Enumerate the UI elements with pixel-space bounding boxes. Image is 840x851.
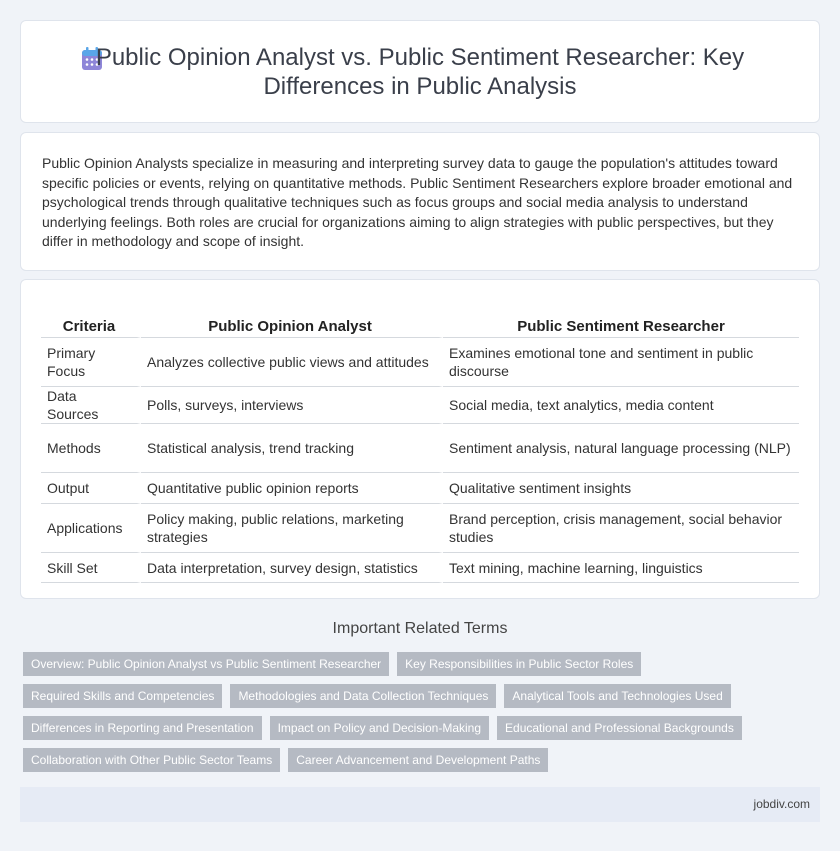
table-cell-analyst: Data interpretation, survey design, statistics — [141, 552, 443, 583]
column-header-criteria: Criteria — [41, 316, 141, 337]
related-term-tag[interactable]: Career Advancement and Development Paths — [288, 748, 548, 772]
table-row — [41, 423, 799, 472]
page-title: Public Opinion Analyst vs. Public Sentiment Researcher: Key Differences in Public Analysis — [95, 44, 745, 100]
intro-paragraph: Public Opinion Analysts specialize in measuring and interpreting survey data to gauge the population's attitudes toward specific policies or events, relying on quantitative methods. Public Sentiment Researchers explore broader emotional and psychological trends through qualitative techniques such as focus groups and social media analysis to understand underlying feelings. Both roles are crucial for organizations aiming to align strategies with public perspectives, but they differ in methodology and scope of insight. — [42, 155, 793, 249]
table-row — [41, 337, 799, 386]
intro-card — [20, 132, 820, 271]
related-term-tag[interactable]: Methodologies and Data Collection Techniques — [230, 684, 496, 708]
table-cell-analyst: Polls, surveys, interviews — [141, 386, 443, 423]
table-cell-analyst: Analyzes collective public views and attitudes — [141, 337, 443, 386]
table-cell-analyst: Policy making, public relations, marketing strategies — [141, 503, 443, 552]
related-term-tag[interactable]: Key Responsibilities in Public Sector Roles — [397, 652, 641, 676]
table-cell-researcher: Examines emotional tone and sentiment in public discourse — [443, 337, 799, 386]
table-cell-criteria: Methods — [41, 423, 141, 472]
table-cell-analyst: Statistical analysis, trend tracking — [141, 423, 443, 472]
table-cell-researcher: Social media, text analytics, media content — [443, 386, 799, 423]
related-term-tag[interactable]: Overview: Public Opinion Analyst vs Public Sentiment Researcher — [23, 652, 389, 676]
related-term-tag[interactable]: Analytical Tools and Technologies Used — [504, 684, 730, 708]
table-cell-researcher: Sentiment analysis, natural language processing (NLP) — [443, 423, 799, 472]
related-term-tag[interactable]: Educational and Professional Backgrounds — [497, 716, 742, 740]
footer-site-link[interactable]: jobdiv.com — [753, 797, 810, 811]
table-cell-criteria: Primary Focus — [41, 337, 141, 386]
table-header-row — [41, 316, 799, 337]
table-cell-criteria: Data Sources — [41, 386, 141, 423]
comparison-table — [41, 316, 799, 583]
related-term-tag[interactable]: Required Skills and Competencies — [23, 684, 222, 708]
table-cell-researcher: Qualitative sentiment insights — [443, 472, 799, 503]
table-cell-analyst: Quantitative public opinion reports — [141, 472, 443, 503]
table-cell-criteria: Skill Set — [41, 552, 141, 583]
table-cell-criteria: Applications — [41, 503, 141, 552]
table-row — [41, 386, 799, 423]
related-term-tag[interactable]: Collaboration with Other Public Sector Teams — [23, 748, 280, 772]
related-terms-heading: Important Related Terms — [332, 620, 508, 637]
table-row — [41, 472, 799, 503]
table-cell-researcher: Text mining, machine learning, linguistics — [443, 552, 799, 583]
column-header-public-opinion-analyst: Public Opinion Analyst — [141, 316, 443, 337]
footer — [20, 787, 820, 822]
comparison-table-card — [20, 279, 820, 599]
table-row — [41, 552, 799, 583]
table-cell-researcher: Brand perception, crisis management, social behavior studies — [443, 503, 799, 552]
table-cell-criteria: Output — [41, 472, 141, 503]
header-card — [20, 20, 820, 123]
related-term-tag[interactable]: Impact on Policy and Decision-Making — [270, 716, 489, 740]
table-row — [41, 503, 799, 552]
column-header-public-sentiment-researcher: Public Sentiment Researcher — [517, 318, 725, 335]
related-term-tag[interactable]: Differences in Reporting and Presentation — [23, 716, 262, 740]
related-terms-list — [23, 652, 823, 780]
